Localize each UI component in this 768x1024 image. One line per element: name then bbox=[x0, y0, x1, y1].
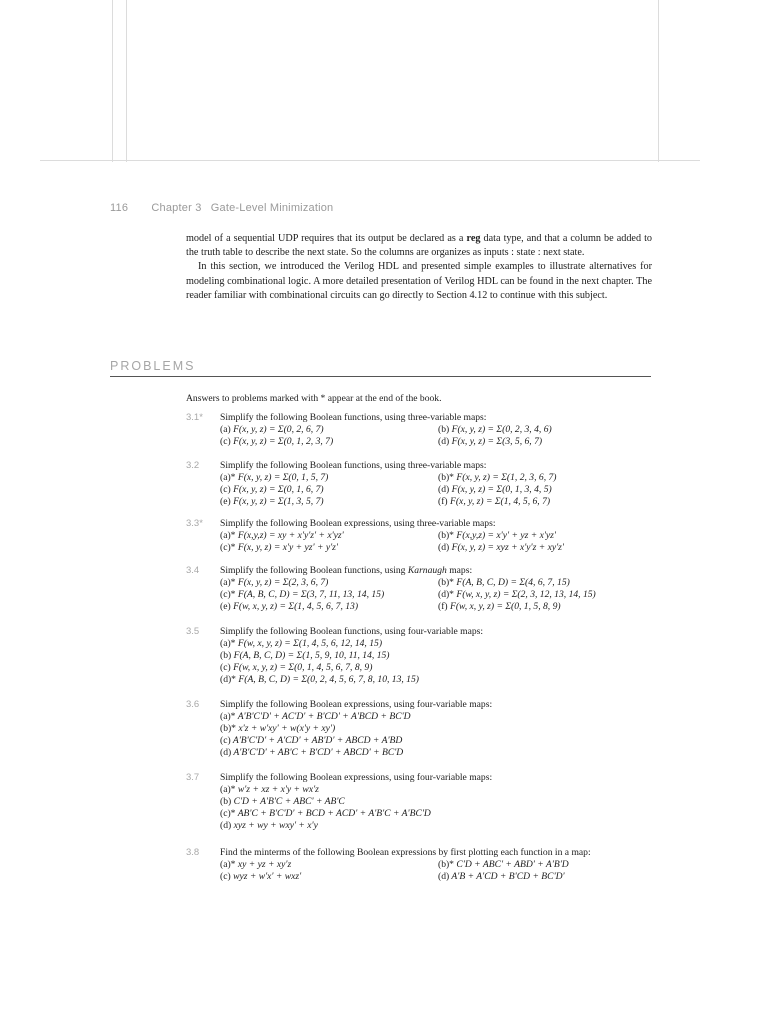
problem-3-4 bbox=[186, 565, 656, 613]
chapter-title: Gate-Level Minimization bbox=[210, 202, 334, 214]
problem-3-1 bbox=[186, 412, 656, 448]
intro-p1-keyword: reg bbox=[466, 233, 481, 244]
part-label: (c)* bbox=[220, 589, 236, 600]
problem-part bbox=[220, 871, 438, 883]
problem-part bbox=[438, 589, 656, 601]
part-expression: F(x, y, z) = Σ(0, 1, 3, 4, 5) bbox=[451, 484, 552, 495]
problem-part bbox=[220, 638, 656, 650]
part-expression: F(x, y, z) = xyz + x'y'z + xy'z' bbox=[451, 542, 564, 553]
problem-row bbox=[220, 601, 656, 613]
part-label: (f) bbox=[438, 601, 448, 612]
problem-part bbox=[220, 589, 438, 601]
part-label: (b)* bbox=[438, 530, 454, 541]
part-label: (a)* bbox=[220, 530, 236, 541]
part-expression: F(w, x, y, z) = Σ(2, 3, 12, 13, 14, 15) bbox=[456, 589, 596, 600]
intro-paragraph-1 bbox=[186, 232, 652, 260]
part-label: (c) bbox=[220, 484, 231, 495]
problem-part bbox=[438, 530, 656, 542]
part-label: (c) bbox=[220, 662, 231, 673]
problem-part bbox=[220, 650, 656, 662]
problem-row bbox=[220, 496, 656, 508]
problems-heading: PROBLEMS bbox=[110, 359, 196, 373]
part-expression: F(x,y,z) = x'y' + yz + x'yz' bbox=[456, 530, 556, 541]
problem-part bbox=[438, 436, 656, 448]
problem-part bbox=[438, 871, 656, 883]
problem-number: 3.3* bbox=[186, 518, 203, 529]
part-label: (a)* bbox=[220, 638, 236, 649]
part-expression: F(x, y, z) = Σ(3, 5, 6, 7) bbox=[451, 436, 543, 447]
problem-part bbox=[438, 601, 656, 613]
problem-stem: Simplify the following Boolean functions, using three-variable maps: bbox=[220, 460, 487, 471]
problem-part bbox=[438, 496, 656, 508]
problem-number: 3.1* bbox=[186, 412, 203, 423]
part-expression: F(w, x, y, z) = Σ(1, 4, 5, 6, 7, 13) bbox=[233, 601, 359, 612]
part-expression: F(x, y, z) = Σ(0, 2, 3, 4, 6) bbox=[451, 424, 552, 435]
problem-3-7 bbox=[186, 772, 656, 832]
part-expression: F(x,y,z) = xy + x'y'z' + x'yz' bbox=[237, 530, 344, 541]
part-label: (d) bbox=[220, 820, 232, 831]
problem-stem: Simplify the following Boolean expressions, using four-variable maps: bbox=[220, 772, 493, 783]
part-label: (a)* bbox=[220, 784, 236, 795]
problem-row bbox=[220, 484, 656, 496]
problem-stem bbox=[220, 565, 656, 577]
stem-italic-term: Karnaugh bbox=[407, 565, 447, 576]
part-expression: AB'C + B'C'D' + BCD + ACD' + A'B'C + A'BC'D bbox=[237, 808, 431, 819]
running-head bbox=[110, 202, 333, 214]
problem-row bbox=[220, 530, 656, 542]
problem-part bbox=[438, 472, 656, 484]
problem-row bbox=[220, 436, 656, 448]
problem-3-5 bbox=[186, 626, 656, 686]
part-label: (d) bbox=[438, 436, 450, 447]
part-expression: F(w, x, y, z) = Σ(0, 1, 4, 5, 6, 7, 8, 9) bbox=[233, 662, 373, 673]
problem-row bbox=[220, 871, 656, 883]
problem-part bbox=[220, 542, 438, 554]
part-label: (f) bbox=[438, 496, 448, 507]
part-expression: F(A, B, C, D) = Σ(1, 5, 9, 10, 11, 14, 15) bbox=[233, 650, 390, 661]
problem-part bbox=[438, 577, 656, 589]
part-expression: C'D + A'B'C + ABC' + AB'C bbox=[233, 796, 345, 807]
problem-part bbox=[220, 496, 438, 508]
problem-3-6 bbox=[186, 699, 656, 759]
part-expression: A'B'C'D' + AC'D' + B'CD' + A'BCD + BC'D bbox=[237, 711, 411, 722]
problem-part bbox=[220, 662, 656, 674]
part-expression: F(x, y, z) = Σ(0, 1, 2, 3, 7) bbox=[233, 436, 334, 447]
problem-3-2 bbox=[186, 460, 656, 508]
problem-stem: Simplify the following Boolean functions, using three-variable maps: bbox=[220, 412, 487, 423]
heading-rule bbox=[110, 376, 651, 377]
problem-number: 3.6 bbox=[186, 699, 200, 710]
problem-part bbox=[220, 530, 438, 542]
part-label: (b) bbox=[220, 650, 232, 661]
part-expression: F(x, y, z) = Σ(0, 2, 6, 7) bbox=[233, 424, 324, 435]
problem-part bbox=[438, 484, 656, 496]
part-expression: F(x, y, z) = x'y + yz' + y'z' bbox=[237, 542, 338, 553]
part-label: (b)* bbox=[438, 859, 454, 870]
part-label: (e) bbox=[220, 601, 231, 612]
part-label: (d)* bbox=[220, 674, 236, 685]
problem-part bbox=[220, 484, 438, 496]
part-expression: wyz + w'x' + wxz' bbox=[233, 871, 302, 882]
intro-p1-text-b: data type, and that a column be added to the truth table to describe the next state. So the columns are organizes as inputs : state : next state. bbox=[186, 233, 653, 259]
part-expression: F(w, x, y, z) = Σ(1, 4, 5, 6, 12, 14, 15) bbox=[237, 638, 383, 649]
problem-part bbox=[220, 747, 656, 759]
problem-part bbox=[220, 808, 656, 820]
part-label: (b) bbox=[438, 424, 450, 435]
problem-stem: Simplify the following Boolean functions, using four-variable maps: bbox=[220, 626, 484, 637]
part-label: (a)* bbox=[220, 472, 236, 483]
part-label: (a)* bbox=[220, 859, 236, 870]
chapter-label: Chapter 3 bbox=[151, 202, 202, 214]
part-label: (d)* bbox=[438, 589, 454, 600]
problem-part bbox=[220, 577, 438, 589]
intro-paragraph-2: In this section, we introduced the Verilog HDL and presented simple examples to illustrate alternatives for modeling combinational logic. A more detailed presentation of Verilog HDL can be found in the next chapter. The reader familiar with combinational circuits can go directly to Section 4.12 to continue with this subject. bbox=[186, 261, 652, 301]
part-expression: F(x, y, z) = Σ(0, 1, 6, 7) bbox=[233, 484, 324, 495]
problem-part bbox=[220, 436, 438, 448]
stem-text-a: Simplify the following Boolean functions, using bbox=[220, 565, 406, 576]
part-label: (c) bbox=[220, 436, 231, 447]
part-label: (d) bbox=[220, 747, 232, 758]
part-expression: w'z + xz + x'y + wx'z bbox=[237, 784, 319, 795]
part-expression: F(w, x, y, z) = Σ(0, 1, 5, 8, 9) bbox=[450, 601, 561, 612]
part-label: (c) bbox=[220, 735, 231, 746]
problem-row bbox=[220, 472, 656, 484]
part-label: (a) bbox=[220, 424, 231, 435]
part-label: (d) bbox=[438, 484, 450, 495]
part-label: (c)* bbox=[220, 808, 236, 819]
problem-part bbox=[220, 472, 438, 484]
problem-part bbox=[220, 424, 438, 436]
part-expression: A'B'C'D' + AB'C + B'CD' + ABCD' + BC'D bbox=[233, 747, 404, 758]
part-expression: F(x, y, z) = Σ(1, 3, 5, 7) bbox=[233, 496, 324, 507]
problem-row bbox=[220, 577, 656, 589]
part-label: (c) bbox=[220, 871, 231, 882]
scan-frame-line-left-2 bbox=[126, 0, 127, 162]
problem-stem: Find the minterms of the following Boolean expressions by first plotting each function in a map: bbox=[220, 847, 591, 858]
part-label: (b)* bbox=[438, 472, 454, 483]
part-expression: F(x, y, z) = Σ(1, 4, 5, 6, 7) bbox=[450, 496, 551, 507]
part-expression: C'D + ABC' + ABD' + A'B'D bbox=[456, 859, 569, 870]
problem-part bbox=[220, 820, 656, 832]
problem-part bbox=[438, 424, 656, 436]
answers-note: Answers to problems marked with * appear at the end of the book. bbox=[186, 393, 442, 404]
part-label: (d) bbox=[438, 871, 450, 882]
part-label: (b)* bbox=[438, 577, 454, 588]
problem-part bbox=[220, 784, 656, 796]
problem-row bbox=[220, 589, 656, 601]
problem-part bbox=[220, 601, 438, 613]
part-expression: F(A, B, C, D) = Σ(3, 7, 11, 13, 14, 15) bbox=[237, 589, 385, 600]
problem-part bbox=[220, 735, 656, 747]
part-label: (a)* bbox=[220, 711, 236, 722]
problem-row bbox=[220, 859, 656, 871]
part-expression: xyz + wy + wxy' + x'y bbox=[233, 820, 318, 831]
part-expression: F(A, B, C, D) = Σ(0, 2, 4, 5, 6, 7, 8, 10, 13, 15) bbox=[238, 674, 419, 685]
part-expression: xy + yz + xy'z bbox=[237, 859, 292, 870]
problem-part bbox=[438, 542, 656, 554]
part-label: (d) bbox=[438, 542, 450, 553]
part-expression: x'z + w'xy' + w(x'y + xy') bbox=[238, 723, 336, 734]
problem-number: 3.8 bbox=[186, 847, 200, 858]
part-expression: A'B + A'CD + B'CD + BC'D' bbox=[451, 871, 565, 882]
problem-stem: Simplify the following Boolean expressions, using four-variable maps: bbox=[220, 699, 493, 710]
problem-part bbox=[220, 674, 656, 686]
stem-text-b: maps: bbox=[449, 565, 473, 576]
problem-number: 3.4 bbox=[186, 565, 200, 576]
problem-part bbox=[220, 796, 656, 808]
part-label: (b)* bbox=[220, 723, 236, 734]
problem-part bbox=[220, 859, 438, 871]
part-label: (b) bbox=[220, 796, 232, 807]
problem-number: 3.7 bbox=[186, 772, 200, 783]
scan-frame-line-left bbox=[112, 0, 113, 162]
problem-3-8 bbox=[186, 847, 656, 883]
scan-frame-line-right bbox=[658, 0, 659, 162]
part-label: (a)* bbox=[220, 577, 236, 588]
part-label: (c)* bbox=[220, 542, 236, 553]
problem-stem: Simplify the following Boolean expressions, using three-variable maps: bbox=[220, 518, 496, 529]
problem-3-3 bbox=[186, 518, 656, 554]
part-expression: F(A, B, C, D) = Σ(4, 6, 7, 15) bbox=[456, 577, 570, 588]
problem-row bbox=[220, 424, 656, 436]
problem-row bbox=[220, 542, 656, 554]
intro-p1-text-a: model of a sequential UDP requires that its output be declared as a bbox=[186, 233, 464, 244]
part-expression: F(x, y, z) = Σ(2, 3, 6, 7) bbox=[237, 577, 329, 588]
problem-part bbox=[438, 859, 656, 871]
problem-number: 3.5 bbox=[186, 626, 200, 637]
part-expression: F(x, y, z) = Σ(0, 1, 5, 7) bbox=[237, 472, 329, 483]
scan-frame-line-top bbox=[40, 160, 700, 161]
part-label: (e) bbox=[220, 496, 231, 507]
problem-part bbox=[220, 723, 656, 735]
problem-part bbox=[220, 711, 656, 723]
page-number: 116 bbox=[110, 202, 129, 214]
part-expression: F(x, y, z) = Σ(1, 2, 3, 6, 7) bbox=[456, 472, 557, 483]
problem-number: 3.2 bbox=[186, 460, 200, 471]
part-expression: A'B'C'D' + A'CD' + AB'D' + ABCD + A'BD bbox=[232, 735, 403, 746]
intro-text bbox=[186, 232, 652, 303]
